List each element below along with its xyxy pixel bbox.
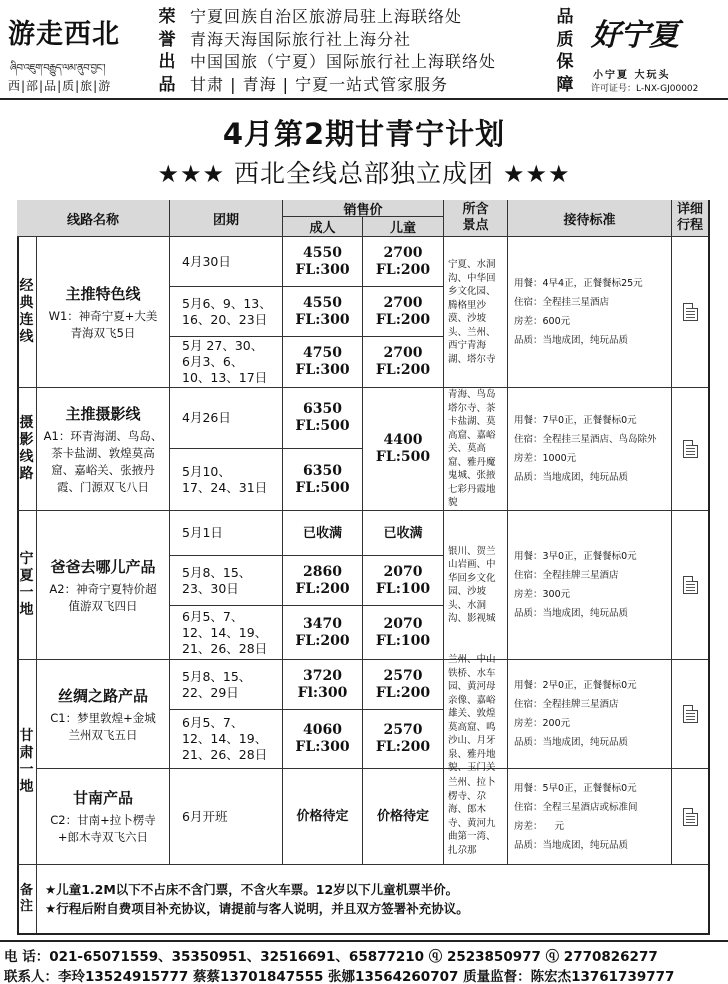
- child-price: 2700 FL:200: [363, 337, 444, 388]
- subtitle-text: 西北全线总部独立成团: [233, 159, 494, 188]
- honor-char: 荣: [158, 7, 176, 27]
- standard-meal: 用餐：7早0正，正餐餐标0元: [514, 415, 637, 426]
- logo-left-subtitle: 西|部|品|质|旅|游: [8, 79, 112, 93]
- header-itinerary: 详细行程: [672, 200, 708, 237]
- standard-meal: 用餐：3早0正，正餐餐标0元: [514, 551, 637, 562]
- adult-price: 3720 Fl:300: [283, 660, 363, 710]
- standard-hotel: 住宿：全程挂牌三星酒店: [514, 570, 619, 581]
- honor-vertical: [157, 6, 177, 96]
- honor-char: 品: [158, 74, 176, 95]
- itinerary-link[interactable]: [672, 660, 708, 769]
- standard-meal: 用餐：2早0正，正餐餐标0元: [514, 680, 637, 691]
- child-price: 2700 FL:200: [363, 237, 444, 287]
- footer: [0, 940, 728, 984]
- header-child: 儿童: [363, 217, 444, 237]
- itinerary-link[interactable]: [672, 388, 708, 511]
- standard-quality: 品质：当地成团，纯玩品质: [514, 839, 629, 851]
- standard-hotel: 住宿：全程挂牌三星酒店: [514, 699, 619, 710]
- route-desc: W1：神奇宁夏+大美青海双飞5日: [48, 308, 158, 340]
- header-sights: 所含景点: [444, 200, 508, 237]
- standard-hotel: 住宿：全程挂三星酒店、鸟岛除外: [514, 434, 657, 445]
- logo-left-text: 游走西北: [8, 19, 120, 50]
- standard-quality: 品质：当地成团，纯玩品质: [514, 608, 629, 619]
- adult-price: 3470 FL:200: [283, 606, 363, 660]
- standard-meal: 用餐：5早0正，正餐餐标0元: [514, 782, 637, 794]
- logo-right-brand: 好宁夏: [591, 18, 678, 53]
- child-price: 已收满: [363, 511, 444, 556]
- route-cell: [37, 511, 170, 660]
- itinerary-link[interactable]: [672, 769, 708, 865]
- category-label: 甘肃一地: [17, 660, 37, 865]
- date-cell: 5月8、15、 23、30日: [170, 556, 283, 606]
- adult-price: 4550 FL:300: [283, 237, 363, 287]
- document-icon[interactable]: [683, 576, 698, 594]
- adult-price: 价格待定: [283, 769, 363, 865]
- logo-left: [4, 4, 149, 96]
- category-label: 经典连线: [17, 237, 37, 388]
- route-cell: [37, 388, 170, 511]
- date-cell: 5月8、15、 22、29日: [170, 660, 283, 710]
- date-cell: 4月30日: [170, 237, 283, 287]
- date-cell: 5月 27、30、 6月3、6、 10、13、17日: [170, 337, 283, 388]
- quality-char: 质: [556, 29, 574, 50]
- route-cell: [37, 660, 170, 769]
- adult-price: 2860 FL:200: [283, 556, 363, 606]
- sights-cell: 兰州、中山铁桥、水车园、黄河母亲像、嘉峪雄关、敦煌莫高窟、鸣沙山、月牙泉、雅丹地貌、玉门关: [444, 660, 508, 769]
- standard-cell: [508, 769, 672, 865]
- adult-price: 6350 FL:500: [283, 449, 363, 511]
- date-cell: 5月1日: [170, 511, 283, 556]
- route-cell: [37, 769, 170, 865]
- date-cell: 6月5、7、 12、14、19、 21、26、28日: [170, 606, 283, 660]
- date-cell: 5月6、9、13、 16、20、23日: [170, 287, 283, 337]
- agency-line: 甘肃 | 青海 | 宁夏一站式管家服务: [190, 74, 449, 94]
- quality-vertical: [555, 6, 575, 96]
- page-title: 4月第2期甘青宁计划: [222, 117, 506, 151]
- notes-cell: [37, 865, 708, 933]
- standard-hotel: 住宿：全程挂三星酒店: [514, 297, 610, 308]
- route-name: 爸爸去哪儿产品: [50, 557, 156, 576]
- route-name: 主推摄影线: [65, 404, 141, 423]
- route-cell: [37, 237, 170, 388]
- quality-char: 障: [556, 74, 574, 95]
- header-dates: 团期: [170, 200, 283, 237]
- agency-lines: [190, 6, 545, 96]
- note-item: ★儿童1.2M以下不占床不含门票，不含火车票。12岁以下儿童机票半价。: [45, 882, 459, 897]
- header: [0, 0, 728, 100]
- quality-char: 保: [556, 52, 574, 72]
- header-route: 线路名称: [17, 200, 170, 237]
- document-icon[interactable]: [683, 808, 698, 826]
- route-desc: A2：神奇宁夏特价超值游双飞四日: [49, 581, 157, 613]
- header-price: 销售价: [283, 200, 444, 217]
- date-cell: 4月26日: [170, 388, 283, 449]
- child-price: 2570 FL:200: [363, 710, 444, 769]
- note-item: ★行程后附自费项目补充协议，请提前与客人说明，并且双方签署补充协议。: [45, 901, 469, 916]
- footer-contacts: 联系人：李玲13524915777 蔡蔡13701847555 张娜13564260707 质量监督：陈宏杰13761739777: [4, 969, 675, 984]
- standard-cell: [508, 660, 672, 769]
- honor-char: 誉: [158, 29, 176, 50]
- document-icon[interactable]: [683, 440, 698, 458]
- logo-right: [585, 6, 725, 96]
- route-desc: C1：梦里敦煌+金城兰州双飞五日: [50, 710, 156, 742]
- stars-left: ★★★: [157, 160, 226, 188]
- route-name: 丝绸之路产品: [57, 686, 148, 705]
- logo-left-tibetan: ཞིབ་འཇུག་བརྒྱུད་ལམ་ནུབ་བྱང་།: [10, 63, 106, 74]
- route-desc: A1：环青海湖、鸟岛、茶卡盐湖、敦煌莫高窟、嘉峪关、张掖丹霞、门源双飞八日: [43, 428, 163, 494]
- standard-hotel: 住宿：全程三星酒店或标准间: [514, 801, 638, 813]
- standard-room: 房差：200元: [514, 718, 571, 729]
- standard-cell: [508, 388, 672, 511]
- notes-label: 备注: [17, 865, 37, 933]
- date-cell: 6月5、7、 12、14、19、 21、26、28日: [170, 710, 283, 769]
- standard-room: 房差：600元: [514, 316, 571, 327]
- child-price: 4400 FL:500: [363, 388, 444, 511]
- agency-line: 中国国旅（宁夏）国际旅行社上海联络处: [190, 52, 497, 71]
- child-price: 2070 FL:100: [363, 606, 444, 660]
- agency-line: 宁夏回族自治区旅游局驻上海联络处: [190, 7, 463, 26]
- child-price: 2570 FL:200: [363, 660, 444, 710]
- agency-line: 青海天海国际旅行社上海分社: [190, 29, 412, 49]
- route-desc: C2：甘南+拉卜楞寺+郎木寺双飞六日: [50, 813, 156, 844]
- header-standard: 接待标准: [508, 200, 672, 237]
- logo-right-slogan: 小宁夏 大玩头: [593, 70, 671, 81]
- adult-price: 4750 FL:300: [283, 337, 363, 388]
- adult-price: 4550 FL:300: [283, 287, 363, 337]
- honor-char: 出: [158, 52, 176, 72]
- sights-cell: 宁夏、水洞沟、中华回乡文化园、腾格里沙漠、沙坡头、兰州、西宁青海湖、塔尔寺: [444, 237, 508, 388]
- standard-room: 房差：1000元: [514, 453, 577, 464]
- standard-cell: [508, 237, 672, 388]
- header-adult: 成人: [283, 217, 363, 237]
- document-icon[interactable]: [683, 705, 698, 723]
- license-number: 许可证号：L-NX-GJ00002: [591, 84, 699, 94]
- standard-room: 房差： 元: [514, 820, 565, 832]
- standard-quality: 品质：当地成团，纯玩品质: [514, 737, 629, 748]
- child-price: 2070 FL:100: [363, 556, 444, 606]
- date-cell: 6月开班: [170, 769, 283, 865]
- standard-meal: 用餐：4早4正，正餐餐标25元: [514, 278, 643, 289]
- adult-price: 6350 FL:500: [283, 388, 363, 449]
- itinerary-link[interactable]: [672, 511, 708, 660]
- sights-cell: 兰州、拉卜楞寺、尕海、郎木寺、黄河九曲第一湾、扎尕那: [444, 769, 508, 865]
- child-price: 2700 FL:200: [363, 287, 444, 337]
- sights-cell: 青海、鸟岛塔尔寺、茶卡盐湖、莫高窟、嘉峪关、莫高窟、雅丹魔鬼城、张掖七彩丹霞地貌: [444, 388, 508, 511]
- footer-phone: 电 话：021-65071559、35350951、32516691、65877210 ⓠ 2523850977 ⓠ 2770826277: [4, 949, 658, 965]
- standard-quality: 品质：当地成团，纯玩品质: [514, 472, 629, 483]
- category-label: 摄影线路: [17, 388, 37, 511]
- route-name: 甘南产品: [72, 789, 133, 807]
- category-label: 宁夏一地: [17, 511, 37, 660]
- adult-price: 已收满: [283, 511, 363, 556]
- quality-char: 品: [556, 7, 574, 27]
- standard-quality: 品质：当地成团，纯玩品质: [514, 335, 629, 346]
- sights-cell: 银川、贺兰山岩画、中华回乡文化园、沙坡头、水洞沟、影视城: [444, 511, 508, 660]
- child-price: 价格待定: [363, 769, 444, 865]
- itinerary-link[interactable]: [672, 237, 708, 388]
- standard-cell: [508, 511, 672, 660]
- standard-room: 房差：300元: [514, 589, 571, 600]
- page-subtitle: [0, 154, 728, 190]
- adult-price: 4060 FL:300: [283, 710, 363, 769]
- route-name: 主推特色线: [65, 284, 141, 303]
- date-cell: 5月10、 17、24、31日: [170, 449, 283, 511]
- stars-right: ★★★: [502, 160, 571, 188]
- document-icon[interactable]: [683, 303, 698, 321]
